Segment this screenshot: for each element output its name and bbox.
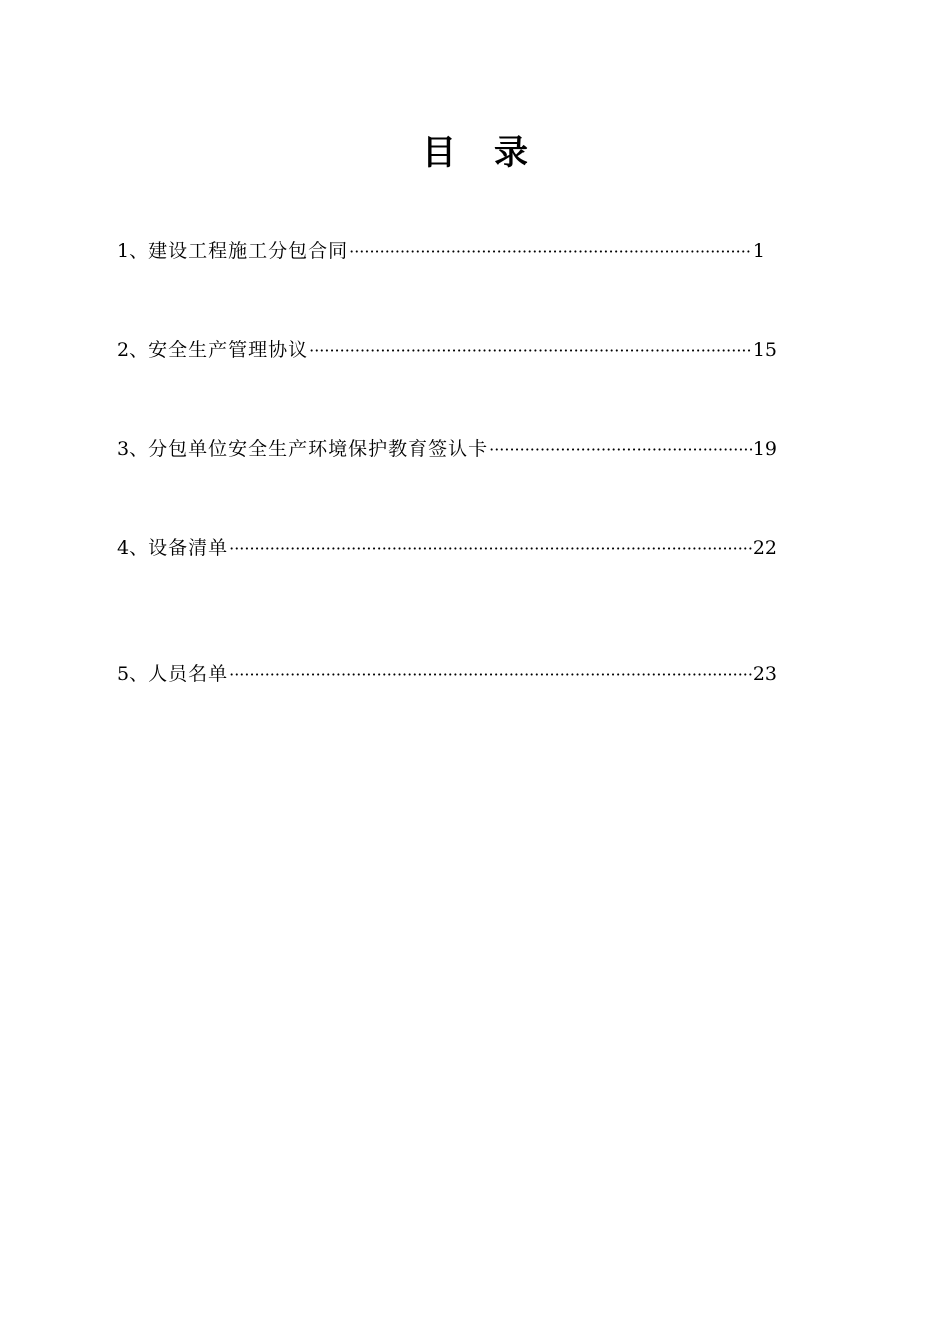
toc-entry-label: 分包单位安全生产环境保护教育签认卡 xyxy=(148,438,489,460)
toc-entry-number: 4、 xyxy=(117,537,149,559)
toc-dot-leader xyxy=(349,237,752,267)
toc-dot-leader xyxy=(229,534,752,564)
toc-entry-number: 2、 xyxy=(117,339,149,361)
toc-dot-leader xyxy=(229,660,752,690)
toc-entry xyxy=(117,236,765,266)
toc-entry xyxy=(117,335,777,365)
toc-dot-leader xyxy=(309,336,752,366)
toc-entry-number: 3、 xyxy=(117,438,149,460)
toc-entry-label: 安全生产管理协议 xyxy=(148,339,309,361)
toc-entry-page: 15 xyxy=(752,339,777,361)
toc-entry xyxy=(117,533,777,563)
toc-dot-leader xyxy=(489,435,752,465)
toc-entry-page: 23 xyxy=(752,663,777,685)
toc-entry-label: 建设工程施工分包合同 xyxy=(148,240,349,262)
toc-entry xyxy=(117,659,777,689)
toc-entry-label: 人员名单 xyxy=(148,663,229,685)
toc-entry-number: 5、 xyxy=(117,663,149,685)
toc-entry-number: 1、 xyxy=(117,240,149,262)
toc-entry-page: 1 xyxy=(752,240,765,262)
toc-entry-page: 22 xyxy=(752,537,777,559)
page-title: 目录 xyxy=(422,133,566,173)
toc-entry-label: 设备清单 xyxy=(148,537,229,559)
toc-entry xyxy=(117,434,777,464)
toc-entry-page: 19 xyxy=(752,438,777,460)
